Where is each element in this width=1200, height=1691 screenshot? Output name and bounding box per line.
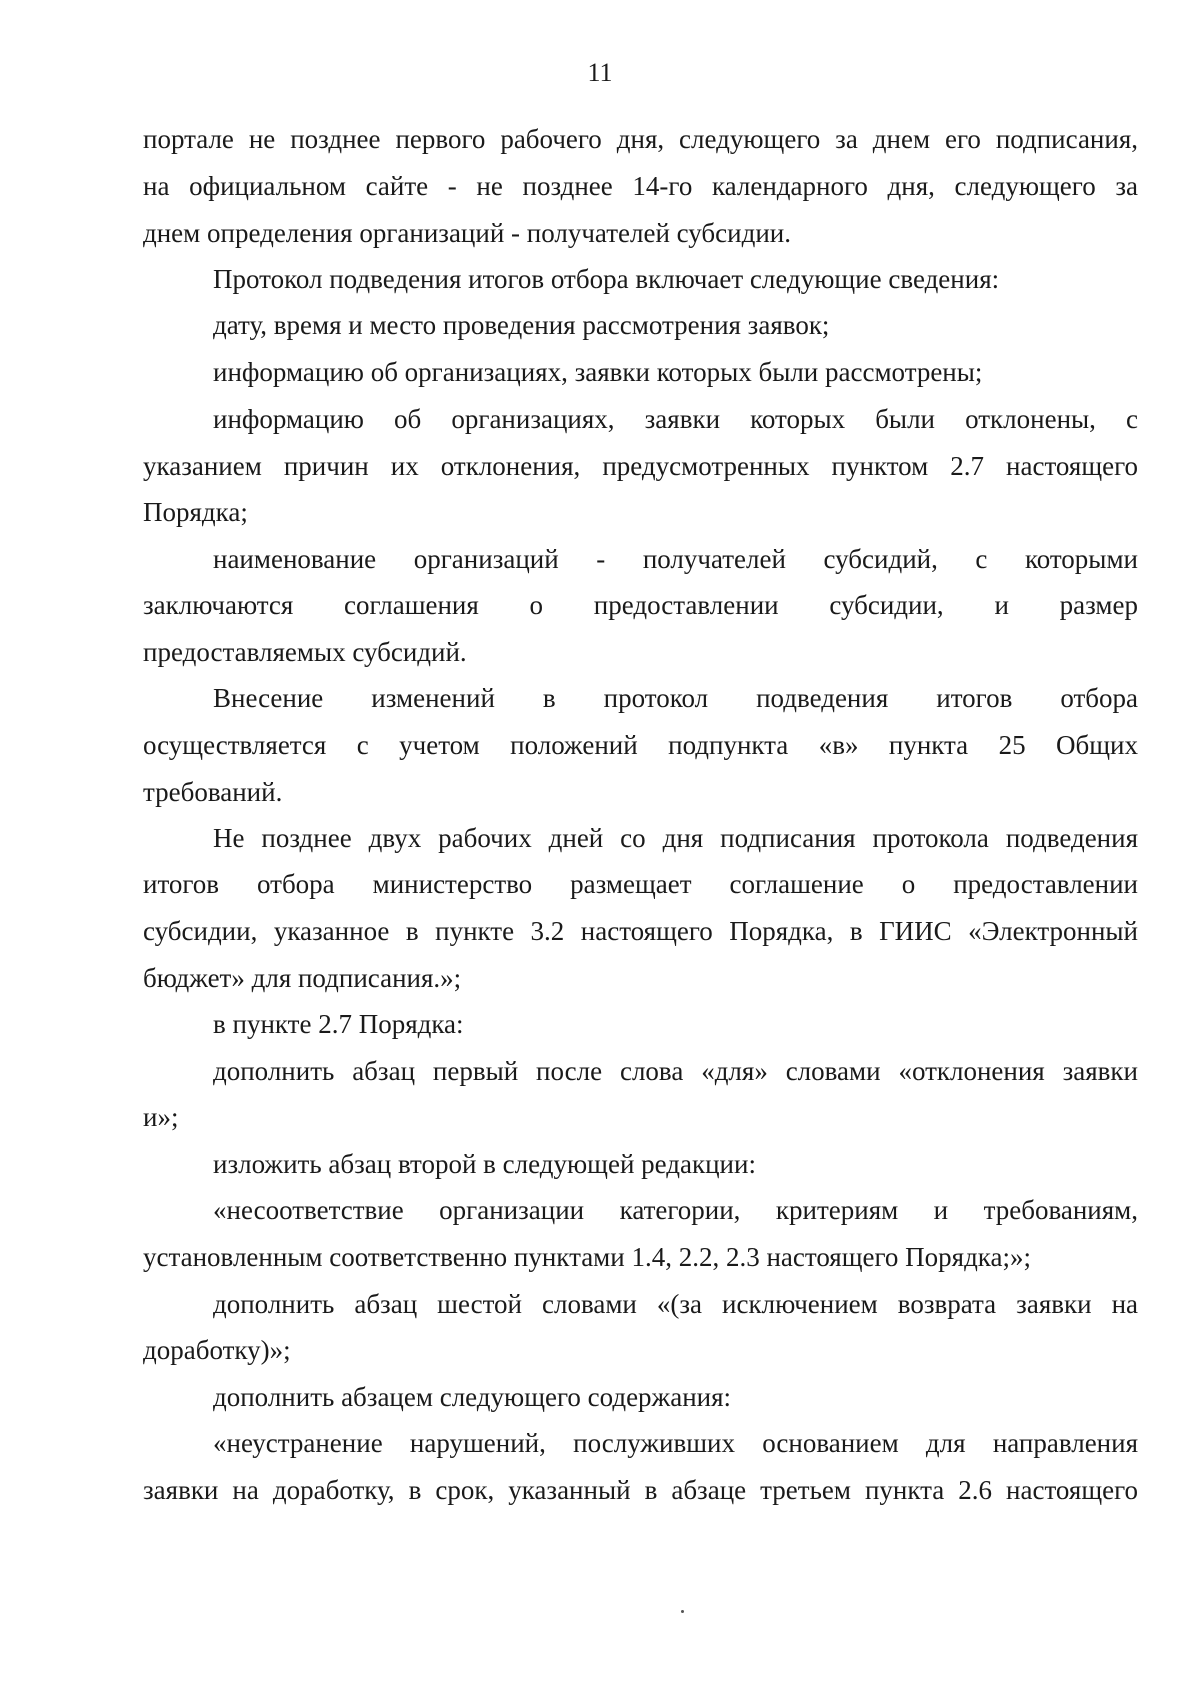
text-line: итогов отбора министерство размещает соглашение о предоставлении [143,869,1138,899]
text-line: указанием причин их отклонения, предусмотренных пунктом 2.7 настоящего [143,451,1138,481]
text-line: «несоответствие организации категории, критериям и требованиям, [213,1195,1138,1225]
text-line: установленным соответственно пунктами 1.4, 2.2, 2.3 настоящего Порядка;»; [143,1242,1032,1272]
text-line: требований. [143,777,283,807]
text-line: дату, время и место проведения рассмотрения заявок; [213,310,830,340]
text-line: наименование организаций - получателей субсидий, с которыми [213,544,1138,574]
text-line: днем определения организаций - получателей субсидии. [143,218,791,248]
text-line: заключаются соглашения о предоставлении субсидии, и размер [143,590,1138,620]
text-line: заявки на доработку, в срок, указанный в абзаце третьем пункта 2.6 настоящего [143,1475,1138,1505]
text-line: в пункте 2.7 Порядка: [213,1009,464,1039]
text-line: осуществляется с учетом положений подпункта «в» пункта 25 Общих [143,730,1138,760]
text-line: дополнить абзац первый после слова «для» словами «отклонения заявки [213,1056,1138,1086]
text-line: Протокол подведения итогов отбора включает следующие сведения: [213,264,1000,294]
text-line: на официальном сайте - не позднее 14-го календарного дня, следующего за [143,171,1138,201]
page-number: 11 [587,58,613,87]
text-line: Не позднее двух рабочих дней со дня подписания протокола подведения [213,823,1138,853]
text-line: бюджет» для подписания.»; [143,963,462,993]
text-line: субсидии, указанное в пункте 3.2 настоящего Порядка, в ГИИС «Электронный [143,916,1138,946]
text-line: Порядка; [143,497,248,527]
text-line: предоставляемых субсидий. [143,637,467,667]
text-line: информацию об организациях, заявки которых были рассмотрены; [213,357,983,387]
text-line: изложить абзац второй в следующей редакции: [213,1149,756,1179]
text-line: Внесение изменений в протокол подведения итогов отбора [213,683,1138,713]
text-line: информацию об организациях, заявки которых были отклонены, с [213,404,1138,434]
text-line: «неустранение нарушений, послуживших основанием для направления [213,1428,1138,1458]
text-line: доработку)»; [143,1335,291,1365]
text-line: дополнить абзацем следующего содержания: [213,1382,732,1412]
scan-speck [681,1610,684,1613]
text-line: дополнить абзац шестой словами «(за исключением возврата заявки на [213,1289,1138,1319]
text-line: и»; [143,1102,179,1132]
text-line: портале не позднее первого рабочего дня, следующего за днем его подписания, [143,124,1138,154]
